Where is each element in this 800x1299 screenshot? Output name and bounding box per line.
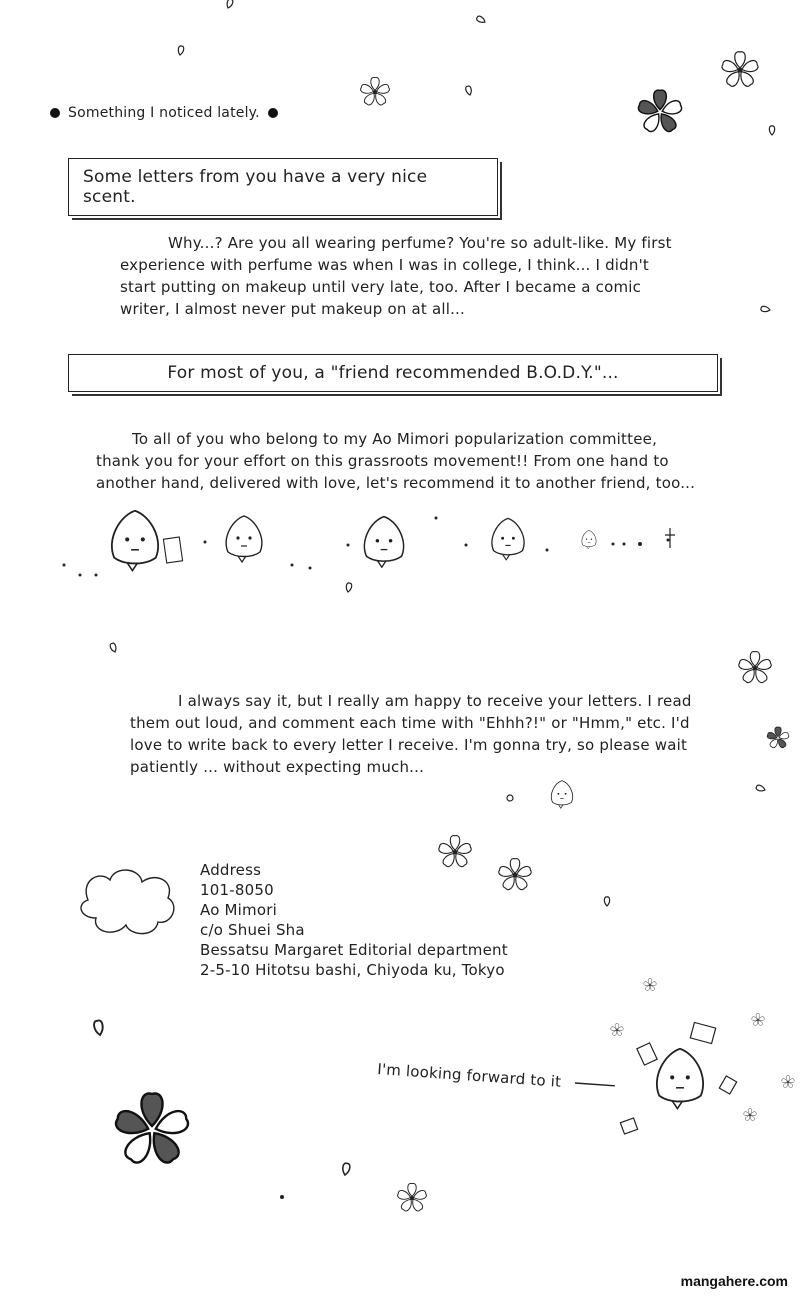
address-line: 2-5-10 Hitotsu bashi, Chiyoda ku, Tokyo xyxy=(200,961,505,979)
section2-heading-box xyxy=(68,354,718,392)
peach-mascot-icon xyxy=(582,530,596,548)
paragraph-line: I always say it, but I really am happy to receive your letters. I read xyxy=(178,692,692,710)
letter-icon xyxy=(163,537,182,563)
paragraph-line: start putting on makeup until very late, too. After I became a comic xyxy=(120,278,642,296)
bullet-icon xyxy=(50,108,60,118)
sakura-flower-icon xyxy=(397,1183,427,1212)
petal-icon xyxy=(93,1020,104,1036)
peach-mascot-icon xyxy=(551,781,572,809)
paragraph-line: writer, I almost never put makeup on at all... xyxy=(120,300,465,318)
watermark: mangahere.com xyxy=(680,1273,788,1289)
petal-icon xyxy=(177,46,184,56)
sakura-flower-icon xyxy=(767,727,790,749)
address-block xyxy=(200,860,508,980)
paragraph-line: thank you for your effort on this grassroots movement!! From one hand to xyxy=(96,452,669,470)
sakura-flower-icon xyxy=(721,52,759,88)
address-line: 101-8050 xyxy=(200,881,274,899)
petal-icon xyxy=(756,784,766,792)
peach-mascot-icon xyxy=(492,518,524,559)
address-line: Ao Mimori xyxy=(200,901,277,919)
paragraph-line: love to write back to every letter I receive. I'm gonna try, so please wait xyxy=(130,736,688,754)
section1-heading-box xyxy=(68,158,498,216)
petal-icon xyxy=(465,86,472,96)
header-text: Something I noticed lately. xyxy=(68,105,260,121)
paragraph-line: Why...? Are you all wearing perfume? You're so adult-like. My first xyxy=(168,234,672,252)
section3-paragraph xyxy=(130,690,750,778)
address-line: Address xyxy=(200,861,262,879)
section1-paragraph xyxy=(120,232,770,320)
section2-paragraph xyxy=(96,428,776,494)
sakura-flower-icon xyxy=(114,1093,190,1165)
closing-text: I'm looking forward to it xyxy=(376,1060,562,1091)
address-line: c/o Shuei Sha xyxy=(200,921,305,939)
peach-mascot-icon xyxy=(226,516,262,562)
petal-icon xyxy=(769,126,774,135)
petal-icon xyxy=(345,583,352,593)
paragraph-line: another hand, delivered with love, let's recommend it to another friend, too... xyxy=(96,474,696,492)
petal-icon xyxy=(109,643,117,653)
peach-mascot-icon xyxy=(112,511,158,571)
sakura-flower-icon xyxy=(360,77,390,106)
peach-mascot-icon xyxy=(657,1049,703,1109)
sakura-flower-icon xyxy=(743,1109,756,1122)
sakura-flower-icon xyxy=(751,1014,764,1027)
paragraph-line: them out loud, and comment each time with "Ehhh?!" or "Hmm," etc. I'd xyxy=(130,714,690,732)
address-line: Bessatsu Margaret Editorial department xyxy=(200,941,508,959)
cloud-icon xyxy=(81,870,174,934)
paragraph-line: patiently ... without expecting much... xyxy=(130,758,425,776)
sakura-flower-icon xyxy=(781,1076,794,1089)
paragraph-line: To all of you who belong to my Ao Mimori popularization committee, xyxy=(132,430,658,448)
sakura-flower-icon xyxy=(643,979,656,992)
sakura-flower-icon xyxy=(637,90,683,133)
sakura-flower-icon xyxy=(738,652,772,685)
peach-mascot-icon xyxy=(364,517,403,568)
petal-icon xyxy=(604,897,609,906)
section1-heading: Some letters from you have a very nice scent. xyxy=(83,167,428,207)
header xyxy=(50,105,278,121)
section2-heading: For most of you, a "friend recommended B.O.D.Y."... xyxy=(167,363,619,383)
petal-icon xyxy=(226,0,234,9)
petal-icon xyxy=(476,15,487,24)
petal-icon xyxy=(342,1163,351,1176)
paragraph-line: experience with perfume was when I was in college, I think... I didn't xyxy=(120,256,650,274)
bullet-icon xyxy=(268,108,278,118)
sakura-flower-icon xyxy=(610,1024,623,1037)
